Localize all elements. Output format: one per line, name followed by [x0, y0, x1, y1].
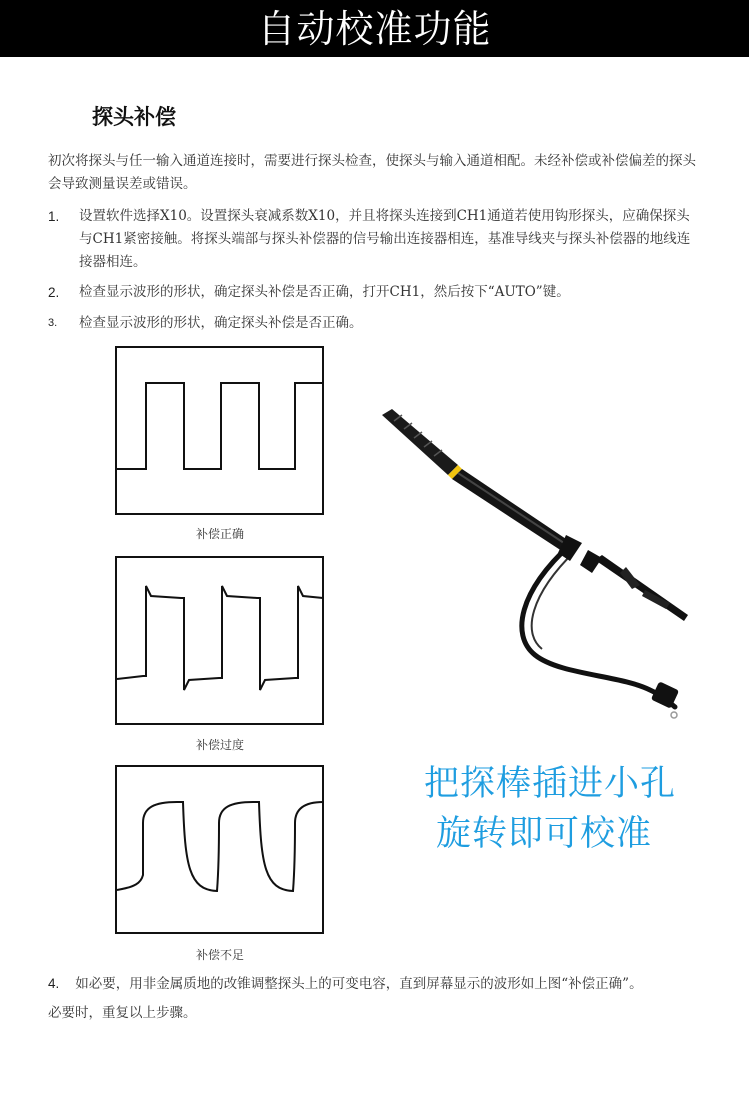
step-number: 1. [48, 209, 60, 224]
waveform-correct-diagram [115, 346, 324, 516]
waveform-over-diagram [115, 556, 324, 726]
step-item-4 [48, 972, 708, 996]
waveform-caption-correct: 补偿正确 [195, 527, 244, 541]
waveform-caption-over: 补偿过度 [195, 738, 244, 752]
waveform-under-diagram [115, 765, 324, 935]
calibration-hint-line-1: 把探棒插进小孔 [424, 764, 677, 804]
step-text: 如必要，用非金属质地的改锥调整探头上的可变电容，直到屏幕显示的波形如上图“补偿正确”。 [75, 976, 643, 992]
step-item-1 [48, 205, 698, 274]
calibration-hint-line-2: 旋转即可校准 [436, 814, 653, 854]
waveform-caption-under: 补偿不足 [195, 948, 244, 962]
step-4-continuation: 必要时，重复以上步骤。 [48, 1005, 197, 1021]
step-number: 4. [48, 976, 60, 991]
section-title: 探头补偿 [92, 105, 176, 129]
step-text: 检查显示波形的形状，确定探头补偿是否正确，打开CH1，然后按下“AUTO”键。 [79, 284, 570, 300]
page-title: 自动校准功能 [257, 6, 492, 51]
step-text: 检查显示波形的形状，确定探头补偿是否正确。 [79, 315, 363, 331]
step-item-3 [48, 312, 698, 335]
step-item-2 [48, 281, 698, 304]
step-number: 3. [48, 317, 58, 329]
step-text: 设置软件选择X10。设置探头衰减系数X10，并且将探头连接到CH1通道若使用钩形探头，应确保探头与CH1紧密接触。将探头端部与探头补偿器的信号输出连接器相连，基准导线夹与探头补偿器的地线连接器相连。 [79, 208, 691, 270]
intro-paragraph: 初次将探头与任一输入通道连接时，需要进行探头检查，使探头与输入通道相配。未经补偿或补偿偏差的探头会导致测量误差或错误。 [48, 153, 696, 192]
oscilloscope-probe-image [370, 385, 700, 734]
header-banner [0, 0, 749, 57]
step-number: 2. [48, 285, 60, 300]
